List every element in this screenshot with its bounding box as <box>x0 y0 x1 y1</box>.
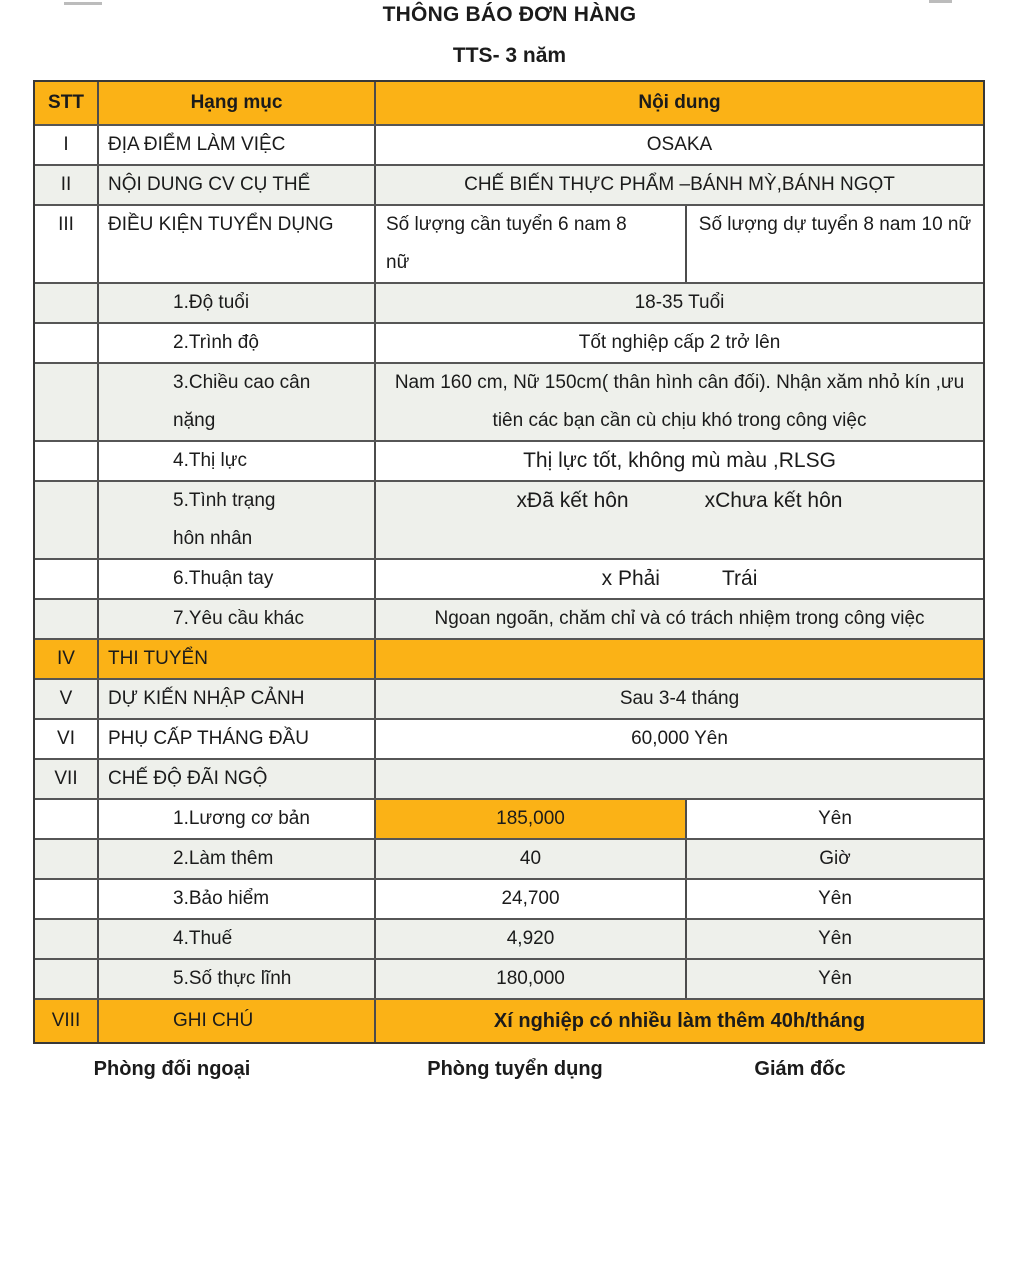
unit-cell: Yên <box>685 960 983 998</box>
category-cell: NỘI DUNG CV CỤ THỂ <box>97 166 374 204</box>
content-cell <box>374 482 983 558</box>
category-cell: DỰ KIẾN NHẬP CẢNH <box>97 680 374 718</box>
category-text: 5.Tình trạng hôn nhân <box>173 490 276 549</box>
stt-cell <box>35 482 97 558</box>
stt-cell <box>35 284 97 322</box>
stt-cell: IV <box>35 640 97 678</box>
table-row <box>35 838 983 878</box>
category-cell: 2.Trình độ <box>97 324 374 362</box>
stt-cell: VI <box>57 728 75 749</box>
stt-cell: V <box>35 680 97 718</box>
option-right-hand: x Phải <box>601 567 660 590</box>
stt-cell <box>35 600 97 638</box>
category-cell <box>97 364 374 440</box>
content-cell <box>374 760 983 798</box>
category-cell: 1.Lương cơ bản <box>97 800 374 838</box>
header-cell-content: Nội dung <box>374 82 983 124</box>
category-cell: PHỤ CẤP THÁNG ĐẦU <box>97 720 374 758</box>
value-cell-overtime: 40 <box>374 840 685 878</box>
value-cell-basic-salary: 185,000 <box>374 800 685 838</box>
content-cell: Thị lực tốt, không mù màu ,RLSG <box>374 442 983 480</box>
unit-cell: Giờ <box>685 840 983 878</box>
category-cell: 1.Độ tuổi <box>97 284 374 322</box>
page-title: THÔNG BÁO ĐƠN HÀNG <box>382 3 637 26</box>
content-cell-right <box>685 206 983 282</box>
category-cell: 3.Bảo hiểm <box>97 880 374 918</box>
table-row <box>35 124 983 164</box>
content-cell-left <box>374 206 685 282</box>
content-cell: Tốt nghiệp cấp 2 trở lên <box>374 324 983 362</box>
unit-cell: Yên <box>685 880 983 918</box>
stt-cell <box>35 840 97 878</box>
content-cell-note: Xí nghiệp có nhiều làm thêm 40h/tháng <box>374 1000 983 1042</box>
header-cell-category: Hạng mục <box>97 82 374 124</box>
stt-cell <box>35 442 97 480</box>
content-cell <box>374 640 983 678</box>
table-row <box>35 638 983 678</box>
unit-cell: Yên <box>685 800 983 838</box>
content-cell: Sau 3-4 tháng <box>374 680 983 718</box>
stt-cell <box>35 920 97 958</box>
value-cell-net-salary: 180,000 <box>374 960 685 998</box>
order-table <box>33 80 985 1044</box>
table-row <box>35 758 983 798</box>
stt-cell <box>35 324 97 362</box>
content-text: Số lượng dự tuyển 8 nam 10 nữ <box>698 214 972 235</box>
content-cell <box>374 364 983 440</box>
category-cell: 4.Thị lực <box>97 442 374 480</box>
header-cell-stt: STT <box>35 82 97 124</box>
page-subtitle: TTS- 3 năm <box>452 44 567 67</box>
table-row <box>35 918 983 958</box>
table-row <box>35 878 983 918</box>
content-cell: OSAKA <box>374 126 983 164</box>
table-row <box>35 440 983 480</box>
category-cell: 2.Làm thêm <box>97 840 374 878</box>
stt-cell <box>35 960 97 998</box>
table-row <box>35 558 983 598</box>
content-text: Số lượng cần tuyển 6 nam 8 nữ <box>386 214 627 273</box>
stt-cell <box>35 560 97 598</box>
stt-cell: II <box>35 166 97 204</box>
content-cell <box>374 560 983 598</box>
value-cell-insurance: 24,700 <box>374 880 685 918</box>
table-row <box>35 164 983 204</box>
option-unmarried: xChưa kết hôn <box>704 489 843 512</box>
option-married: xĐã kết hôn <box>516 489 629 512</box>
option-left-hand: Trái <box>721 567 758 590</box>
signature-recruitment: Phòng tuyển dụng <box>427 1058 603 1080</box>
stt-cell: VII <box>35 760 97 798</box>
category-cell <box>97 482 374 558</box>
content-cell: 18-35 Tuổi <box>374 284 983 322</box>
category-cell: 7.Yêu cầu khác <box>97 600 374 638</box>
content-cell: Ngoan ngoãn, chăm chỉ và có trách nhiệm trong công việc <box>374 600 983 638</box>
unit-cell: Yên <box>685 920 983 958</box>
category-cell: 6.Thuận tay <box>97 560 374 598</box>
category-cell: 4.Thuế <box>97 920 374 958</box>
table-row <box>35 678 983 718</box>
signature-block <box>0 1058 1019 1088</box>
stt-cell: III <box>58 214 74 235</box>
stt-cell: I <box>63 134 69 155</box>
category-cell: ĐỊA ĐIỂM LÀM VIỆC <box>97 126 374 164</box>
stt-cell <box>35 364 97 440</box>
table-row <box>35 718 983 758</box>
table-row <box>35 998 983 1042</box>
category-cell: 5.Số thực lĩnh <box>97 960 374 998</box>
category-cell: THI TUYỂN <box>97 640 374 678</box>
category-cell: CHẾ ĐỘ ĐÃI NGỘ <box>97 760 374 798</box>
table-header-row <box>35 82 983 124</box>
table-row <box>35 798 983 838</box>
table-row <box>35 282 983 322</box>
table-row <box>35 204 983 282</box>
stt-cell: VIII <box>35 1000 97 1042</box>
value-cell-tax: 4,920 <box>374 920 685 958</box>
signature-director: Giám đốc <box>754 1058 846 1080</box>
category-text: 3.Chiều cao cân nặng <box>173 372 311 431</box>
stt-cell <box>35 800 97 838</box>
content-cell: 60,000 Yên <box>374 720 983 758</box>
category-cell: GHI CHÚ <box>97 1000 374 1042</box>
table-row <box>35 362 983 440</box>
category-cell: ĐIỀU KIỆN TUYỂN DỤNG <box>97 206 374 282</box>
table-row <box>35 480 983 558</box>
table-row <box>35 322 983 362</box>
table-row <box>35 958 983 998</box>
table-row <box>35 598 983 638</box>
content-text: Nam 160 cm, Nữ 150cm( thân hình cân đối). Nhận xăm nhỏ kín ,ưu tiên các bạn cần cù chịu khó trong công việc <box>394 372 965 431</box>
signature-foreign-affairs: Phòng đối ngoại <box>93 1058 251 1080</box>
stt-cell <box>35 880 97 918</box>
content-cell: CHẾ BIẾN THỰC PHẨM –BÁNH MỲ,BÁNH NGỌT <box>374 166 983 204</box>
